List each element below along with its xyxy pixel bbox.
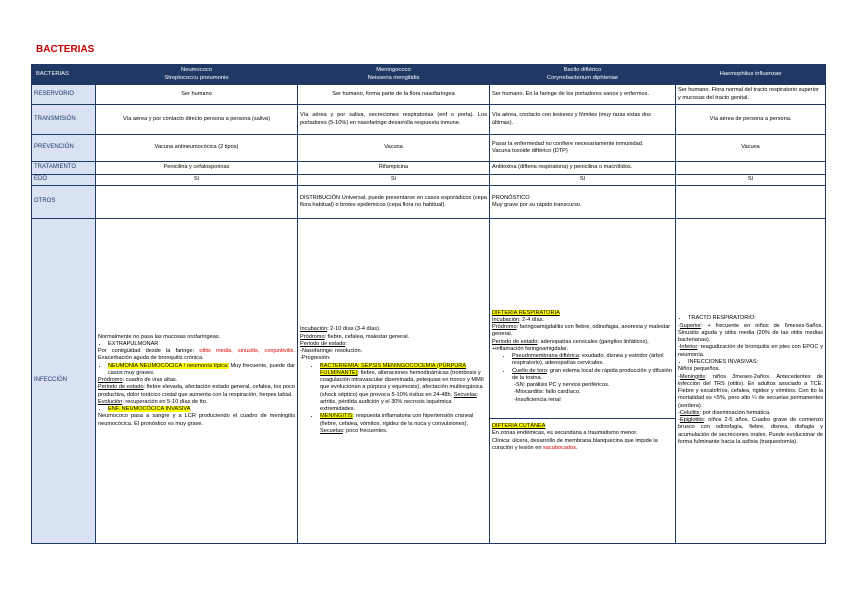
text [98,348,295,363]
cell: Vía aérea, contacto con lesiones y fómites (muy raras estas dos últimas). [490,105,676,135]
label: Evolución [98,398,123,405]
list [98,406,295,413]
text: . [575,444,578,451]
label: Incubación [300,326,328,333]
text: : 2-4 días. [519,316,544,323]
text: -Progresión: [300,355,331,362]
text: : fiebre elevada, afectación estado general, cefalea, tos poco productiva, dolor torácico costal que aumenta con la respiración, herpes labial. [98,384,295,398]
cell [96,185,298,218]
text [492,438,673,453]
label: Incubación [492,316,520,323]
row-infeccion [32,218,826,543]
cell: Sí [676,175,826,186]
text: : + frecuente en niños de 6meses-5años. Sinusitis aguda y otitis media (20% de las otitis medias bacterianas). [678,322,823,344]
header-sci: Streptococcu pneumonie [164,74,229,81]
cell: Antitoxina (difteria respiratoria) y penicilina o macrólidos. [490,162,676,175]
list [492,353,673,382]
row-label: PREVENCIÓN [32,135,96,162]
cell-heading: PRONÓSTICO [492,194,530,201]
text: -Meningitis: niños 3meses-2años. Antecedentes de infección del TRS (otitis). En adultos asociado a TCE. Fiebre y escalofríos, cefalea, rigidez y vómitos. Con tto la mortalidad es <5%, pero alto ¼ de secuelas permanentes (sordera). [678,373,823,409]
text: Niños pequeños. [678,366,720,373]
list-item: • EXTRAPULMONAR [108,341,295,348]
text [492,423,673,430]
text: otitis media, sinusitis, conjuntivitis [199,348,294,355]
text [300,341,487,348]
text: -Miocarditis: fallo cardíaco. [514,389,581,396]
text [98,384,295,399]
text: Normalmente no pasa las mucosas orofaríngeas. [98,333,221,340]
cell [676,162,826,175]
label: Cuello de toro [512,367,547,374]
text: Clínica: úlcera, desarrollo de membrana blanquecina que impide la curación y lesión en [492,437,658,451]
text: : fiebre, alteraciones hemodinámicas (trombosis y coagulación intravascular diseminada, petequias en tronco y MMII que evolucionan a púrpura y equimosis), afectación multiorgánica (shock séptico) que provoca 5-10% éxitus en 24-48h. [320,369,484,398]
header-sci: Corynebacterium diphteriae [546,74,619,81]
row-label: RESERVORIO [32,85,96,105]
label: Pródromo [98,377,123,384]
text: En zonas endémicas, es secundaria a traumatismo menor. [492,430,638,437]
label: Epiglotitis [679,417,704,424]
highlight: ENF. NEUMOCÓCICA INVASIVA [108,406,191,413]
text: : exudado, disnea y estridor (árbol respiratorio), adenopatías cervicales. [512,353,664,367]
cell: DISTRIBUCIÓN Universal, puede presentarse en casos esporádicos (cepa flora habitual) o brotes epidémicos (cepa flora no habitual). [298,185,490,218]
header-name: Neumococo [181,66,212,73]
header-col-haemophilus [676,65,826,85]
label: Superior [679,322,702,329]
list [678,359,823,366]
header-col-meningococo [298,65,490,85]
cell [490,185,676,218]
text: : reagudización de bronquitis en ptes con EPOC y neumonía. [678,344,823,358]
header-col-neumococo [96,65,298,85]
cell-line: Muy grave por su rápido transcurso. [492,201,582,208]
text: : adenopatías cervicales (ganglios linfáticos), +inflamación faringoamigdalar. [492,338,649,352]
page-title: BACTERIAS [36,44,95,55]
list-item [512,368,673,383]
text: -Insuficiencia renal [514,396,561,403]
row-label: TRANSMISIÓN [32,105,96,135]
header-row [32,65,826,85]
text: Neumococo pasa a sangre y a LCR produciendo el cuadro de meningitis neumocócica. El pronóstico es muy grave. [98,413,295,427]
text: : gran edema local de rápida producción y difusión de la toxina. [512,367,672,381]
text: : respuesta inflamatoria con hipertensión craneal (fiebre, cefalea, vómitos, rigidez de la nuca y convulsiones). [320,413,474,427]
text: : cuadro de vías altas. [122,377,178,384]
cell-line: Vacuna toxoide diftérico (DTP) [492,148,568,154]
text: -SN: parálisis PC y nervios periféricos. [514,382,610,389]
label: Periodo de estado [492,338,538,345]
cell-infeccion-haemophilus [676,218,826,543]
text: : niños 3meses-2años. Antecedentes de infección del TRS (otitis). En adultos asociado a TCE. Fiebre y escalofríos, cefalea, rigidez y vómitos. Con tto la mortalidad es <5%, pero alto ¼ de secuelas permanentes (sordera). [678,373,823,409]
list [98,363,295,378]
cell: Vacuna [676,135,826,162]
cell: Sí [490,175,676,186]
list-item [320,413,487,435]
label: Pseudomembrana diftérica [512,353,579,360]
cell: Vía aérea y por saliva, secreciones respiratorias (enf o porta). Los portadores (5-10%) en nasofaringe desarrolla respuesta inmune. [298,105,490,135]
row-prevencion [32,135,826,162]
row-edo [32,175,826,186]
highlight: DIFTERIA CUTÁNEA [492,422,546,429]
header-col-bacilo-difterico [490,65,676,85]
label: Pródromo [300,333,325,340]
cell: Sí [96,175,298,186]
cell: Ser humano. Flora normal del tracto respiratorio superior y mucosas del tracto genital. [676,85,826,105]
label: Celulitis [679,409,700,416]
list-item: • INFECCIONES INVASIVAS: [688,359,823,366]
highlight: MENINGITIS [320,413,353,420]
text: . Exacerbación aguda de bronquitis crónica. [98,348,295,362]
text [300,334,487,341]
label: Secuelas [320,428,344,435]
list-item [108,363,295,378]
list [98,341,295,348]
row-label: TRATAMIENTO [32,162,96,175]
cell-infeccion-meningococo [298,218,490,543]
cell: Ser humano. En la faringe de los portadores sanos y enfermos. [490,85,676,105]
cell: Vía aérea y por contacto directo persona a persona (saliva) [96,105,298,135]
row-tratamiento [32,162,826,175]
divider [490,418,675,419]
text: : poco frecuentes. [343,428,388,435]
text: Muy frecuente, puede dar casos muy graves. [108,362,295,376]
label: Secuelas [453,391,477,398]
list [300,363,487,436]
cell: Vacuna [298,135,490,162]
header-name: Haemophilus influenzae [719,70,782,77]
text: : por diseminación hemática. [699,409,771,416]
text: : 2-10 días (3-4 días). [327,326,381,333]
text: -Epiglotitis: niños 2-5 años. Cuadro grave de comienzo brusco con odinofagia, fiebre, disnea, disfagia y acumulación de secreciones orales. Puede evolucionar de forma fulminante hacia la asfixia (traqueotomía). [678,417,823,445]
text [492,317,673,324]
row-label: INFECCIÓN [32,218,96,543]
cell [676,185,826,218]
bacteria-table [31,64,826,544]
text [492,310,673,317]
row-label: EDO [32,175,96,186]
text: sacabocados [543,444,576,451]
row-label: OTROS [32,185,96,218]
text: -Nasofaringe: resolución. [300,348,363,355]
cell-infeccion-difteria [490,218,676,543]
cell: Vía aérea de persona a persona. [676,105,826,135]
label: Periodo de estado [98,384,144,391]
cell-infeccion-neumococo [96,218,298,543]
highlight: BACTERIEMIA: SÉPSIS MENINGOCOCEMIA (PÚRPURA FULMINANTE) [320,362,467,376]
text [492,324,673,339]
list-item: • TRACTO RESPIRATORIO: [688,315,823,322]
text [300,326,487,333]
label: Pródromo [492,324,517,331]
cell: Ser humano, forma parte de la flora nasofaríngea [298,85,490,105]
text: : niños 2-5 años. Cuadro grave de comienzo brusco con odinofagia, fiebre, disnea, disfagia y acumulación de secreciones orales. Puede evolucionar de forma fulminante hacia la asfixia (traqueotomía). [678,417,823,445]
text: -Celulitis: por diseminación hemática. [678,409,771,416]
text: : recuperación en 5-10 días de tto. [122,398,208,405]
highlight: DIFTERIA RESPIRATORIA [492,309,560,316]
text: -Inferior: reagudización de bronquitis en ptes con EPOC y neumonía. [678,344,823,358]
highlight: NEUMONÍA NEUMOCÓCICA / neumonía típica: [108,362,229,369]
row-transmision [32,105,826,135]
list [678,315,823,322]
cell [490,135,676,162]
list-item [512,353,673,368]
cell: Penicilina y cefalosporinas [96,162,298,175]
cell: Rifampicina [298,162,490,175]
text [492,339,673,354]
label: Periodo de estado [300,340,346,347]
text: : faringoamigdalitis con fiebre, odinofagia, anorexia y malestar general. [492,324,671,338]
header-name: Meningococo [376,66,411,73]
cell: Vacuna antineumocócica (2 tipos) [96,135,298,162]
label: Meningitis [679,373,706,380]
label: Inferior [679,344,698,351]
text: : artritis, pérdida audición y el 30% necrosis isquémica extremidades. [320,391,479,413]
text: : fiebre, cefalea, malestar general. [324,333,410,340]
list-item [320,363,487,414]
list-item [108,406,295,413]
cell-line: Pasar la enfermedad no confiere necesariamente inmunidad. [492,140,644,147]
text: Por contigüidad desde la faringe: [98,348,200,355]
row-reservorio [32,85,826,105]
text: -Superior: + frecuente en niños de 6meses-5años. Sinusitis aguda y otitis media (20% de las otitis medias bacterianas). [678,322,823,344]
cell: Sí [298,175,490,186]
header-name: Bacilo diftérico [563,66,602,73]
cell: Ser humano [96,85,298,105]
text [98,377,295,384]
row-otros [32,185,826,218]
text: : [345,340,347,347]
header-sci: Neisseria mengitidis [367,74,420,81]
header-row-label: BACTERIAS [32,65,96,85]
